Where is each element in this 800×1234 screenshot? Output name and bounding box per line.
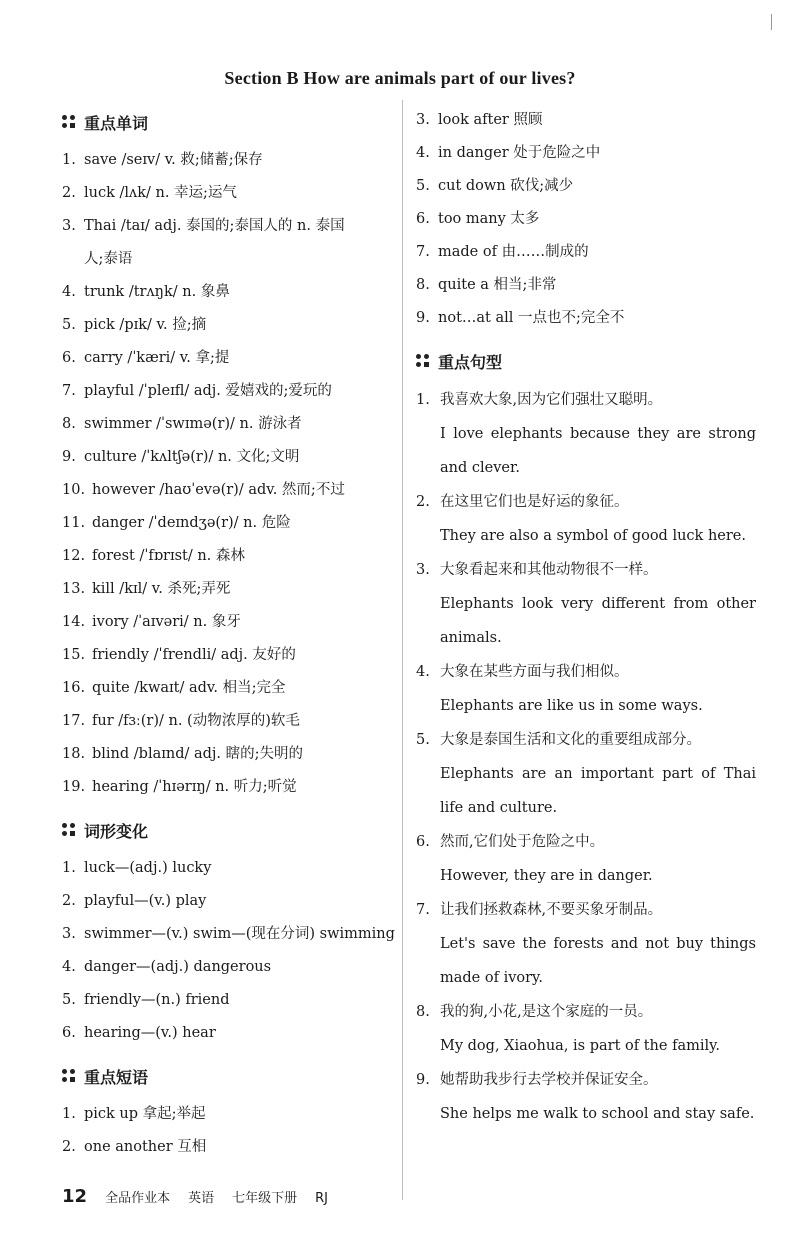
list-item bbox=[62, 474, 402, 507]
sentence-number: 2. bbox=[416, 494, 430, 510]
item-number: 16. bbox=[62, 680, 86, 696]
sentence-item bbox=[416, 995, 756, 1063]
list-item bbox=[416, 302, 756, 335]
sentence-item bbox=[416, 485, 756, 553]
item-number: 18. bbox=[62, 746, 86, 762]
sentence-item bbox=[416, 553, 756, 655]
item-text: pick up 拿起;举起 bbox=[84, 1106, 206, 1122]
edition-code: RJ bbox=[315, 1191, 328, 1206]
sentence-chinese: 让我们拯救森林,不要买象牙制品。 bbox=[440, 902, 663, 918]
list-item bbox=[416, 236, 756, 269]
item-text: blind /blaɪnd/ adj. 瞎的;失明的 bbox=[92, 746, 304, 762]
section-bullet-icon bbox=[416, 354, 430, 368]
item-number: 19. bbox=[62, 779, 86, 795]
list-item bbox=[416, 104, 756, 137]
item-number: 3. bbox=[416, 112, 430, 128]
item-text: swimmer /ˈswɪmə(r)/ n. 游泳者 bbox=[84, 416, 302, 432]
sentence-english: Let's save the forests and not buy things made of ivory. bbox=[440, 936, 756, 986]
item-number: 2. bbox=[62, 1139, 76, 1155]
item-text: look after 照顾 bbox=[438, 112, 543, 128]
sentence-chinese: 大象在某些方面与我们相似。 bbox=[440, 664, 629, 680]
page-number: 12 bbox=[62, 1186, 88, 1207]
sentence-english: My dog, Xiaohua, is part of the family. bbox=[440, 1038, 720, 1054]
forms-section-heading bbox=[62, 818, 402, 842]
item-text: quite a 相当;非常 bbox=[438, 277, 557, 293]
item-number: 5. bbox=[416, 178, 430, 194]
vocab-list bbox=[62, 144, 402, 804]
item-text: luck /lʌk/ n. 幸运;运气 bbox=[84, 185, 237, 201]
item-number: 1. bbox=[62, 860, 76, 876]
item-text: hearing /ˈhɪərɪŋ/ n. 听力;听觉 bbox=[92, 779, 297, 795]
item-text-continued: 人;泰语 bbox=[84, 251, 133, 267]
item-number: 4. bbox=[62, 959, 76, 975]
item-text: playful /ˈpleɪfl/ adj. 爱嬉戏的;爱玩的 bbox=[84, 383, 332, 399]
section-bullet-icon bbox=[62, 115, 76, 129]
item-text: culture /ˈkʌltʃə(r)/ n. 文化;文明 bbox=[84, 449, 300, 465]
list-item bbox=[62, 144, 402, 177]
sentence-number: 3. bbox=[416, 562, 430, 578]
list-item bbox=[62, 1131, 402, 1164]
list-item bbox=[62, 738, 402, 771]
sentence-item bbox=[416, 825, 756, 893]
book-name: 全品作业本 bbox=[105, 1191, 171, 1206]
item-text: forest /ˈfɒrɪst/ n. 森林 bbox=[92, 548, 245, 564]
sentence-item bbox=[416, 383, 756, 485]
item-number: 17. bbox=[62, 713, 86, 729]
sentence-english: I love elephants because they are strong and clever. bbox=[440, 426, 756, 476]
sentence-item bbox=[416, 655, 756, 723]
left-column bbox=[62, 110, 402, 1164]
sentence-number: 7. bbox=[416, 902, 430, 918]
sentence-english: They are also a symbol of good luck here. bbox=[440, 528, 746, 544]
column-divider bbox=[402, 100, 403, 1200]
item-text: danger /ˈdeɪndʒə(r)/ n. 危险 bbox=[92, 515, 291, 531]
list-item bbox=[62, 984, 402, 1017]
list-item bbox=[62, 918, 402, 951]
item-text: Thai /taɪ/ adj. 泰国的;泰国人的 n. 泰国 bbox=[84, 218, 345, 234]
item-text: too many 太多 bbox=[438, 211, 540, 227]
list-item bbox=[62, 573, 402, 606]
item-text: cut down 砍伐;减少 bbox=[438, 178, 574, 194]
phrases-section-heading bbox=[62, 1064, 402, 1088]
list-item bbox=[62, 705, 402, 738]
page-footer bbox=[62, 1186, 328, 1207]
item-number: 6. bbox=[416, 211, 430, 227]
sentence-item bbox=[416, 893, 756, 995]
sentence-item bbox=[416, 1063, 756, 1131]
sentence-number: 9. bbox=[416, 1072, 430, 1088]
item-text: kill /kɪl/ v. 杀死;弄死 bbox=[92, 581, 231, 597]
item-number: 10. bbox=[62, 482, 86, 498]
item-text: danger—(adj.) dangerous bbox=[84, 959, 272, 975]
item-text: made of 由……制成的 bbox=[438, 244, 589, 260]
list-item bbox=[416, 137, 756, 170]
sentence-number: 8. bbox=[416, 1004, 430, 1020]
item-text: playful—(v.) play bbox=[84, 893, 207, 909]
item-text: hearing—(v.) hear bbox=[84, 1025, 216, 1041]
sentence-english: She helps me walk to school and stay safe. bbox=[440, 1106, 755, 1122]
item-number: 8. bbox=[416, 277, 430, 293]
phrases-heading-text: 重点短语 bbox=[84, 1067, 149, 1087]
list-item bbox=[62, 375, 402, 408]
item-number: 6. bbox=[62, 1025, 76, 1041]
item-number: 9. bbox=[62, 449, 76, 465]
item-number: 14. bbox=[62, 614, 86, 630]
list-item bbox=[62, 639, 402, 672]
item-text: luck—(adj.) lucky bbox=[84, 860, 212, 876]
sentence-english: Elephants are like us in some ways. bbox=[440, 698, 703, 714]
item-text: not…at all 一点也不;完全不 bbox=[438, 310, 625, 326]
phrases-list bbox=[62, 1098, 402, 1164]
item-text: in danger 处于危险之中 bbox=[438, 145, 601, 161]
item-number: 1. bbox=[62, 152, 76, 168]
vocab-section-heading bbox=[62, 110, 402, 134]
list-item bbox=[62, 408, 402, 441]
grade-name: 七年级下册 bbox=[232, 1191, 298, 1206]
item-text: quite /kwaɪt/ adv. 相当;完全 bbox=[92, 680, 286, 696]
sentence-english: Elephants are an important part of Thai life and culture. bbox=[440, 766, 756, 816]
item-number: 11. bbox=[62, 515, 86, 531]
sentences-heading-text: 重点句型 bbox=[438, 352, 503, 372]
sentence-chinese: 在这里它们也是好运的象征。 bbox=[440, 494, 629, 510]
item-number: 2. bbox=[62, 893, 76, 909]
item-number: 8. bbox=[62, 416, 76, 432]
forms-heading-text: 词形变化 bbox=[84, 821, 149, 841]
list-item bbox=[62, 885, 402, 918]
list-item bbox=[62, 177, 402, 210]
sentence-item bbox=[416, 723, 756, 825]
list-item bbox=[62, 606, 402, 639]
item-number: 15. bbox=[62, 647, 86, 663]
corner-mark bbox=[771, 14, 772, 30]
item-number: 5. bbox=[62, 992, 76, 1008]
list-item bbox=[62, 771, 402, 804]
item-number: 9. bbox=[416, 310, 430, 326]
list-item bbox=[62, 951, 402, 984]
sentence-chinese: 然而,它们处于危险之中。 bbox=[440, 834, 605, 850]
sentence-chinese: 我的狗,小花,是这个家庭的一员。 bbox=[440, 1004, 653, 1020]
item-text: friendly /ˈfrendli/ adj. 友好的 bbox=[92, 647, 296, 663]
item-number: 3. bbox=[62, 218, 76, 234]
sentences-section-heading bbox=[416, 349, 756, 373]
list-item bbox=[416, 203, 756, 236]
item-text: swimmer—(v.) swim—(现在分词) swimming bbox=[84, 926, 395, 942]
list-item bbox=[416, 170, 756, 203]
list-item bbox=[62, 1098, 402, 1131]
item-number: 4. bbox=[62, 284, 76, 300]
phrases-list-continued bbox=[416, 104, 756, 335]
item-text: however /haʊˈevə(r)/ adv. 然而;不过 bbox=[92, 482, 345, 498]
item-number: 2. bbox=[62, 185, 76, 201]
list-item bbox=[62, 672, 402, 705]
item-number: 12. bbox=[62, 548, 86, 564]
item-text: trunk /trʌŋk/ n. 象鼻 bbox=[84, 284, 230, 300]
section-bullet-icon bbox=[62, 1069, 76, 1083]
sentence-chinese: 我喜欢大象,因为它们强壮又聪明。 bbox=[440, 392, 663, 408]
item-number: 1. bbox=[62, 1106, 76, 1122]
item-number: 13. bbox=[62, 581, 86, 597]
list-item bbox=[416, 269, 756, 302]
section-bullet-icon bbox=[62, 823, 76, 837]
item-text: carry /ˈkæri/ v. 拿;提 bbox=[84, 350, 230, 366]
vocab-heading-text: 重点单词 bbox=[84, 113, 149, 133]
item-text: fur /fɜː(r)/ n. (动物浓厚的)软毛 bbox=[92, 713, 300, 729]
list-item bbox=[62, 309, 402, 342]
list-item bbox=[62, 1017, 402, 1050]
sentence-english: Elephants look very different from other animals. bbox=[440, 596, 756, 646]
item-number: 6. bbox=[62, 350, 76, 366]
sentence-number: 1. bbox=[416, 392, 430, 408]
sentence-number: 5. bbox=[416, 732, 430, 748]
sentences-list bbox=[416, 383, 756, 1131]
sentence-chinese: 她帮助我步行去学校并保证安全。 bbox=[440, 1072, 658, 1088]
list-item bbox=[62, 507, 402, 540]
right-column bbox=[416, 104, 756, 1131]
item-text: one another 互相 bbox=[84, 1139, 207, 1155]
sentence-english: However, they are in danger. bbox=[440, 868, 653, 884]
sentence-chinese: 大象看起来和其他动物很不一样。 bbox=[440, 562, 658, 578]
list-item bbox=[62, 342, 402, 375]
item-number: 4. bbox=[416, 145, 430, 161]
list-item bbox=[62, 276, 402, 309]
sentence-number: 4. bbox=[416, 664, 430, 680]
page-title: Section B How are animals part of our lives? bbox=[224, 68, 576, 88]
sentence-number: 6. bbox=[416, 834, 430, 850]
sentence-chinese: 大象是泰国生活和文化的重要组成部分。 bbox=[440, 732, 701, 748]
subject-name: 英语 bbox=[188, 1191, 215, 1206]
item-number: 7. bbox=[62, 383, 76, 399]
list-item bbox=[62, 441, 402, 474]
item-text: ivory /ˈaɪvəri/ n. 象牙 bbox=[92, 614, 241, 630]
list-item bbox=[62, 852, 402, 885]
item-number: 5. bbox=[62, 317, 76, 333]
item-number: 3. bbox=[62, 926, 76, 942]
forms-list bbox=[62, 852, 402, 1050]
item-text: save /seɪv/ v. 救;储蓄;保存 bbox=[84, 152, 263, 168]
item-number: 7. bbox=[416, 244, 430, 260]
item-text: pick /pɪk/ v. 捡;摘 bbox=[84, 317, 207, 333]
list-item bbox=[62, 540, 402, 573]
item-text: friendly—(n.) friend bbox=[84, 992, 230, 1008]
list-item bbox=[62, 210, 402, 276]
